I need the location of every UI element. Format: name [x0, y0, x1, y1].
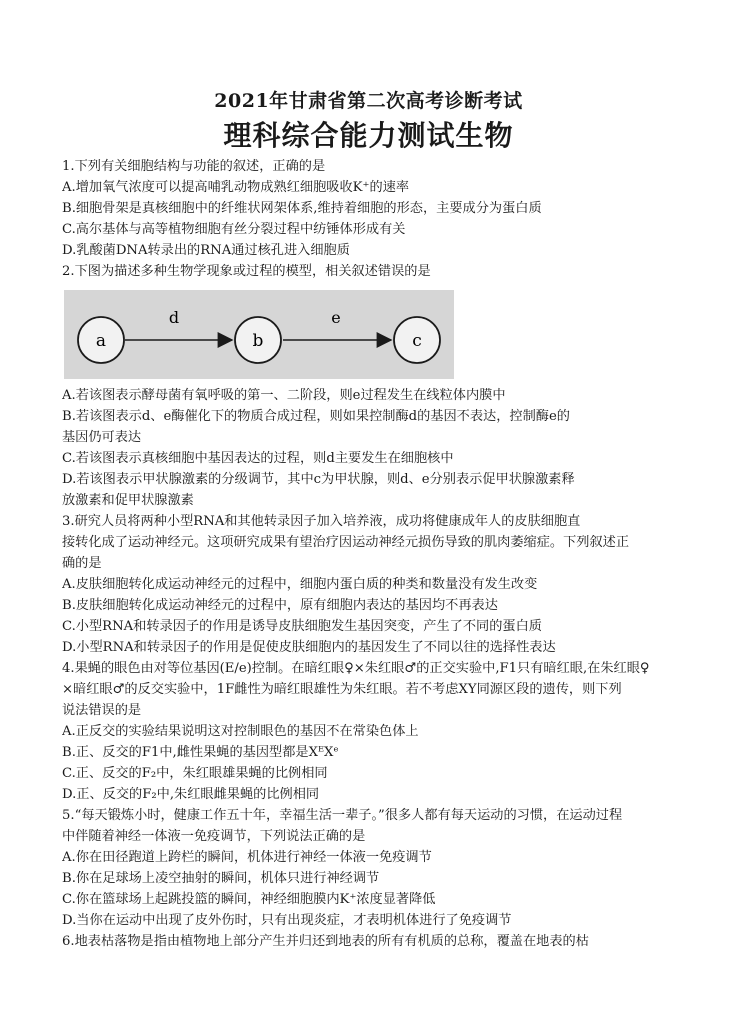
question-2-option-c: C.若该图表示真核细胞中基因表达的过程，则d主要发生在细胞核中 [62, 451, 454, 466]
question-2-stem: 2.下图为描述多种生物学现象或过程的模型，相关叙述错误的是 [62, 264, 431, 279]
question-3-stem-end: 确的是 [62, 556, 102, 571]
question-6-stem: 6.地表枯落物是指由植物地上部分产生并归还到地表的所有有机质的总称，覆盖在地表的枯 [62, 934, 589, 949]
question-5-stem-cont: 中伴随着神经一体液一免疫调节，下列说法正确的是 [62, 829, 366, 844]
node-b-label: b [252, 331, 264, 351]
question-4-option-c: C.正、反交的F₂中，朱红眼雄果蝇的比例相同 [62, 766, 328, 781]
question-3-option-a: A.皮肤细胞转化成运动神经元的过程中，细胞内蛋白质的种类和数量没有发生改变 [62, 577, 538, 592]
question-2-option-d-cont: 放激素和促甲状腺激素 [62, 493, 194, 508]
exam-subtitle: 理科综合能力测试生物 [223, 119, 514, 152]
question-1-option-c: C.高尔基体与高等植物细胞有丝分裂过程中纺锤体形成有关 [62, 222, 406, 237]
question-2-option-b-cont: 基因仍可表达 [62, 430, 142, 445]
question-4-stem-end: 说法错误的是 [62, 703, 142, 718]
question-3-option-b: B.皮肤细胞转化成运动神经元的过程中，原有细胞内表达的基因均不再表达 [62, 598, 498, 613]
question-5-option-a: A.你在田径跑道上跨栏的瞬间，机体进行神经一体液一免疫调节 [62, 850, 432, 865]
question-1-stem: 1.下列有关细胞结构与功能的叙述，正确的是 [62, 159, 326, 174]
question-2-option-d: D.若该图表示甲状腺激素的分级调节，其中c为甲状腺，则d、e分别表示促甲状腺激素释 [62, 472, 575, 487]
question-5-stem: 5.“每天锻炼小时，健康工作五十年，幸福生活一辈子。”很多人都有每天运动的习惯，在运动过程 [62, 808, 623, 823]
node-a-label: a [95, 331, 107, 351]
question-1-option-b: B.细胞骨架是真核细胞中的纤维状网架体系,维持着细胞的形态，主要成分为蛋白质 [62, 201, 542, 216]
question-5-option-c: C.你在篮球场上起跳投篮的瞬间，神经细胞膜内K⁺浓度显著降低 [62, 892, 436, 907]
question-4-stem: 4.果蝇的眼色由对等位基因(E/e)控制。在暗红眼♀×朱红眼♂的正交实验中,F1只有暗红眼,在朱红眼♀ [62, 661, 650, 676]
question-2-option-a: A.若该图表示酵母菌有氧呼吸的第一、二阶段，则e过程发生在线粒体内膜中 [62, 388, 506, 403]
question-1-option-d: D.乳酸菌DNA转录出的RNA通过核孔进入细胞质 [62, 243, 350, 258]
question-3-option-c: C.小型RNA和转录因子的作用是诱导皮肤细胞发生基因突变，产生了不同的蛋白质 [62, 619, 542, 634]
question-3-option-d: D.小型RNA和转录因子的作用是促使皮肤细胞内的基因发生了不同以往的选择性表达 [62, 640, 556, 655]
node-c-label: c [412, 331, 422, 351]
question-3-stem: 3.研究人员将两种小型RNA和其他转录因子加入培养液，成功将健康成年人的皮肤细胞直 [62, 514, 581, 529]
exam-title: 2021年甘肃省第二次高考诊断考试 [214, 90, 523, 112]
question-2-option-b: B.若该图表示d、e酶催化下的物质合成过程，则如果控制酶d的基因不表达，控制酶e的 [62, 409, 570, 424]
question-5-option-d: D.当你在运动中出现了皮外伤时，只有出现炎症，才表明机体进行了免疫调节 [62, 913, 512, 928]
question-4-option-b: B.正、反交的F1中,雌性果蝇的基因型都是XᴱXᵉ [62, 745, 339, 760]
edge-e-label: e [331, 308, 341, 327]
question-3-stem-cont: 接转化成了运动神经元。这项研究成果有望治疗因运动神经元损伤导致的肌肉萎缩症。下列叙述正 [62, 535, 630, 550]
question-1-option-a: A.增加氧气浓度可以提高哺乳动物成熟红细胞吸收K⁺的速率 [62, 180, 410, 195]
edge-d-label: d [168, 308, 180, 327]
question-5-option-b: B.你在足球场上凌空抽射的瞬间，机体只进行神经调节 [62, 871, 380, 886]
question-4-option-d: D.正、反交的F₂中,朱红眼雌果蝇的比例相同 [62, 787, 320, 802]
question-4-option-a: A.正反交的实验结果说明这对控制眼色的基因不在常染色体上 [62, 724, 419, 739]
process-model-diagram [64, 290, 454, 379]
question-4-stem-cont: ×暗红眼♂的反交实验中，1F雌性为暗红眼雄性为朱红眼。若不考虑XY同源区段的遗传，则下列 [62, 682, 622, 697]
